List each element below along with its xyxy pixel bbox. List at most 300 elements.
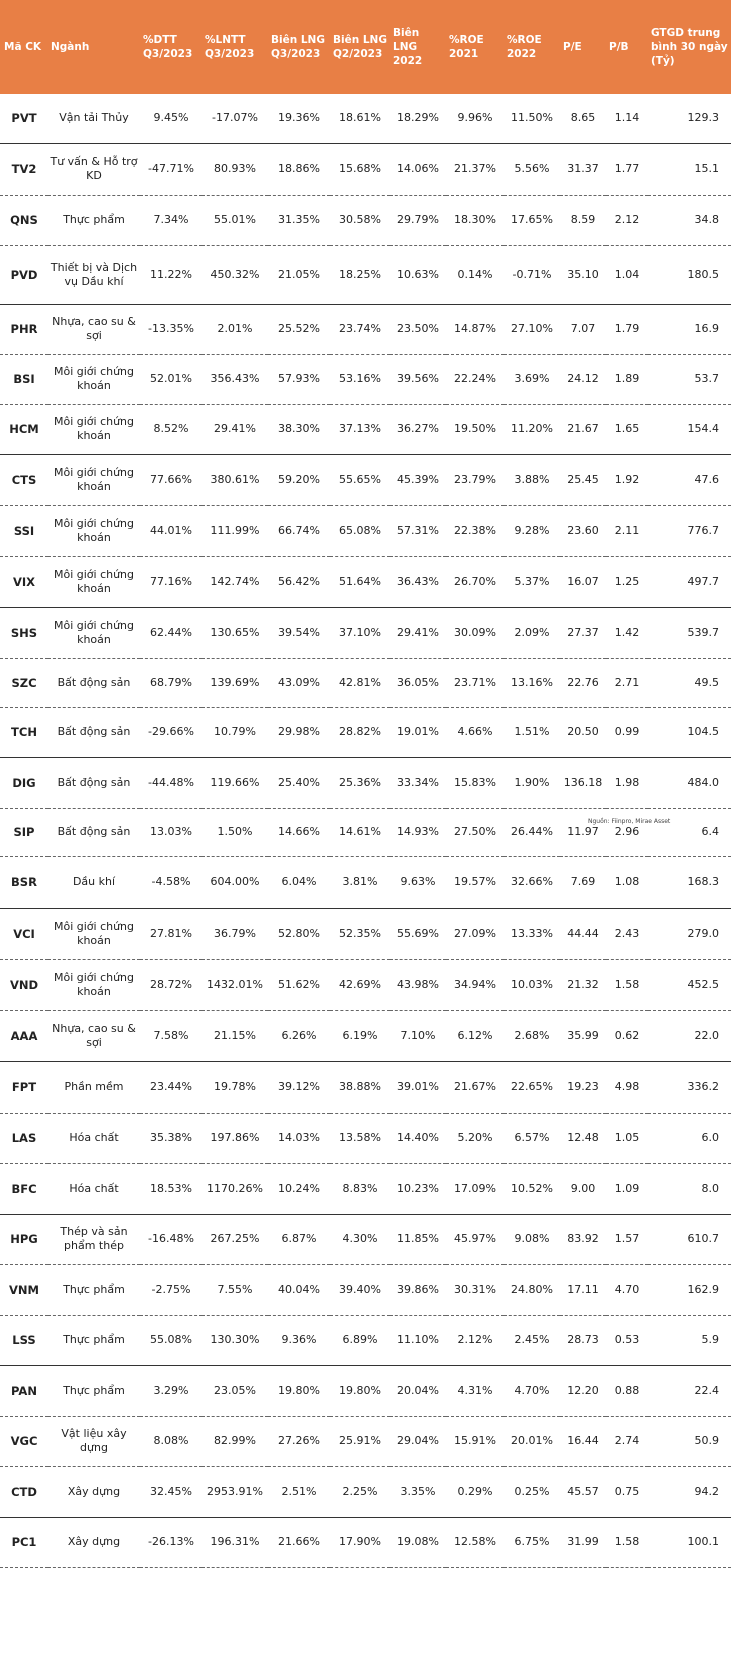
cell-pe: 21.32 (560, 959, 606, 1010)
cell-code: PVD (0, 245, 48, 304)
cell-gtgd: 484.0 (648, 757, 731, 808)
cell-industry: Hóa chất (48, 1113, 140, 1163)
cell-roe-2021: 22.38% (446, 505, 504, 556)
cell-industry: Môi giới chứng khoán (48, 505, 140, 556)
cell-bien-lng-q3: 56.42% (268, 556, 330, 607)
cell-bien-lng-q2: 37.10% (330, 607, 390, 658)
cell-code: SIP (0, 808, 48, 856)
cell-industry: Môi giới chứng khoán (48, 607, 140, 658)
cell-bien-lng-q2: 2.25% (330, 1466, 390, 1517)
cell-lntt-q3: 356.43% (202, 354, 268, 404)
cell-pb: 2.96 (606, 808, 648, 856)
cell-industry: Phần mềm (48, 1061, 140, 1113)
cell-pe: 83.92 (560, 1214, 606, 1264)
cell-bien-lng-q3: 19.80% (268, 1365, 330, 1416)
cell-industry: Thực phẩm (48, 195, 140, 245)
cell-dtt-q3: -29.66% (140, 707, 202, 757)
cell-roe-2021: 30.09% (446, 607, 504, 658)
cell-roe-2022: 3.69% (504, 354, 560, 404)
cell-bien-lng-q3: 66.74% (268, 505, 330, 556)
cell-lntt-q3: 80.93% (202, 143, 268, 195)
cell-lntt-q3: 55.01% (202, 195, 268, 245)
cell-roe-2022: 20.01% (504, 1416, 560, 1466)
cell-code: BFC (0, 1163, 48, 1214)
cell-dtt-q3: 8.52% (140, 404, 202, 454)
cell-gtgd: 53.7 (648, 354, 731, 404)
cell-industry: Môi giới chứng khoán (48, 454, 140, 505)
cell-lntt-q3: 29.41% (202, 404, 268, 454)
cell-roe-2022: 17.65% (504, 195, 560, 245)
cell-dtt-q3: 18.53% (140, 1163, 202, 1214)
table-row (0, 1517, 731, 1567)
cell-pb: 1.98 (606, 757, 648, 808)
cell-lntt-q3: 7.55% (202, 1264, 268, 1315)
cell-lntt-q3: 2.01% (202, 304, 268, 354)
cell-pb: 1.09 (606, 1163, 648, 1214)
cell-dtt-q3: -4.58% (140, 856, 202, 908)
cell-gtgd: 49.5 (648, 658, 731, 707)
cell-dtt-q3: -26.13% (140, 1517, 202, 1567)
cell-dtt-q3: 35.38% (140, 1113, 202, 1163)
cell-bien-lng-q2: 19.80% (330, 1365, 390, 1416)
cell-pe: 17.11 (560, 1264, 606, 1315)
header-pb: P/B (606, 0, 648, 94)
cell-pb: 1.77 (606, 143, 648, 195)
cell-bien-lng-q3: 14.66% (268, 808, 330, 856)
cell-gtgd: 50.9 (648, 1416, 731, 1466)
cell-lntt-q3: 142.74% (202, 556, 268, 607)
table-row (0, 556, 731, 607)
table-row (0, 808, 731, 856)
cell-pe: 7.69 (560, 856, 606, 908)
cell-bien-lng-q2: 52.35% (330, 908, 390, 959)
cell-pe: 31.37 (560, 143, 606, 195)
cell-bien-lng-q3: 25.52% (268, 304, 330, 354)
cell-roe-2021: 4.31% (446, 1365, 504, 1416)
table-row (0, 505, 731, 556)
cell-bien-lng-q3: 39.12% (268, 1061, 330, 1113)
cell-roe-2022: 6.75% (504, 1517, 560, 1567)
cell-gtgd: 336.2 (648, 1061, 731, 1113)
cell-bien-lng-q2: 4.30% (330, 1214, 390, 1264)
cell-dtt-q3: 52.01% (140, 354, 202, 404)
cell-industry: Hóa chất (48, 1163, 140, 1214)
cell-pe: 35.10 (560, 245, 606, 304)
cell-code: AAA (0, 1010, 48, 1061)
cell-pb: 2.43 (606, 908, 648, 959)
cell-dtt-q3: -2.75% (140, 1264, 202, 1315)
cell-code: SHS (0, 607, 48, 658)
cell-bien-lng-q2: 55.65% (330, 454, 390, 505)
cell-roe-2022: 2.68% (504, 1010, 560, 1061)
cell-industry: Xây dựng (48, 1466, 140, 1517)
table-row (0, 1416, 731, 1466)
cell-roe-2022: 10.03% (504, 959, 560, 1010)
cell-bien-lng-2022: 36.05% (390, 658, 446, 707)
cell-bien-lng-2022: 45.39% (390, 454, 446, 505)
cell-code: HCM (0, 404, 48, 454)
cell-pb: 1.05 (606, 1113, 648, 1163)
cell-code: VCI (0, 908, 48, 959)
cell-pb: 2.11 (606, 505, 648, 556)
cell-roe-2022: 6.57% (504, 1113, 560, 1163)
cell-bien-lng-q3: 43.09% (268, 658, 330, 707)
table-row (0, 1466, 731, 1517)
cell-roe-2021: 0.29% (446, 1466, 504, 1517)
cell-bien-lng-2022: 23.50% (390, 304, 446, 354)
cell-roe-2021: 18.30% (446, 195, 504, 245)
cell-industry: Thực phẩm (48, 1264, 140, 1315)
cell-pb: 1.58 (606, 1517, 648, 1567)
cell-roe-2022: 3.88% (504, 454, 560, 505)
cell-dtt-q3: -16.48% (140, 1214, 202, 1264)
header-row (0, 0, 731, 94)
header-nganh: Ngành (48, 0, 140, 94)
cell-industry: Môi giới chứng khoán (48, 404, 140, 454)
cell-code: CTS (0, 454, 48, 505)
table-row (0, 757, 731, 808)
cell-pb: 1.92 (606, 454, 648, 505)
cell-lntt-q3: 130.65% (202, 607, 268, 658)
cell-gtgd: 129.3 (648, 94, 731, 143)
cell-industry: Bất động sản (48, 757, 140, 808)
cell-bien-lng-2022: 39.01% (390, 1061, 446, 1113)
cell-bien-lng-2022: 19.01% (390, 707, 446, 757)
cell-industry: Thiết bị và Dịch vụ Dầu khí (48, 245, 140, 304)
header-bien-lng-q2: Biên LNG Q2/2023 (330, 0, 390, 94)
cell-roe-2021: 2.12% (446, 1315, 504, 1365)
cell-bien-lng-q3: 27.26% (268, 1416, 330, 1466)
cell-code: PAN (0, 1365, 48, 1416)
cell-bien-lng-2022: 29.79% (390, 195, 446, 245)
source-note: Nguồn: Fiinpro, Mirae Asset (588, 818, 671, 825)
cell-industry: Tư vấn & Hỗ trợ KD (48, 143, 140, 195)
cell-bien-lng-q2: 25.91% (330, 1416, 390, 1466)
cell-code: HPG (0, 1214, 48, 1264)
cell-bien-lng-q3: 10.24% (268, 1163, 330, 1214)
table-row (0, 195, 731, 245)
cell-bien-lng-2022: 10.63% (390, 245, 446, 304)
header-roe-2021: %ROE 2021 (446, 0, 504, 94)
cell-roe-2021: 23.79% (446, 454, 504, 505)
cell-code: TV2 (0, 143, 48, 195)
header-bien-lng-q3: Biên LNG Q3/2023 (268, 0, 330, 94)
cell-bien-lng-q3: 9.36% (268, 1315, 330, 1365)
cell-gtgd: 34.8 (648, 195, 731, 245)
cell-bien-lng-2022: 29.41% (390, 607, 446, 658)
table-row (0, 1365, 731, 1416)
cell-lntt-q3: 450.32% (202, 245, 268, 304)
cell-bien-lng-2022: 33.34% (390, 757, 446, 808)
cell-roe-2021: 0.14% (446, 245, 504, 304)
cell-roe-2022: 2.45% (504, 1315, 560, 1365)
cell-lntt-q3: 139.69% (202, 658, 268, 707)
table-row (0, 143, 731, 195)
table-row (0, 856, 731, 908)
cell-pe: 20.50 (560, 707, 606, 757)
cell-bien-lng-q3: 6.04% (268, 856, 330, 908)
cell-pb: 1.65 (606, 404, 648, 454)
cell-pb: 1.42 (606, 607, 648, 658)
cell-bien-lng-q3: 38.30% (268, 404, 330, 454)
cell-gtgd: 180.5 (648, 245, 731, 304)
cell-dtt-q3: 7.58% (140, 1010, 202, 1061)
cell-bien-lng-q3: 18.86% (268, 143, 330, 195)
cell-roe-2021: 6.12% (446, 1010, 504, 1061)
table-body (0, 94, 731, 1567)
cell-bien-lng-q3: 59.20% (268, 454, 330, 505)
cell-code: BSI (0, 354, 48, 404)
cell-bien-lng-q2: 38.88% (330, 1061, 390, 1113)
cell-industry: Bất động sản (48, 707, 140, 757)
cell-lntt-q3: 130.30% (202, 1315, 268, 1365)
cell-roe-2021: 21.67% (446, 1061, 504, 1113)
table-row (0, 1010, 731, 1061)
cell-roe-2021: 5.20% (446, 1113, 504, 1163)
cell-industry: Bất động sản (48, 658, 140, 707)
cell-roe-2022: 5.56% (504, 143, 560, 195)
table-row (0, 658, 731, 707)
cell-code: DIG (0, 757, 48, 808)
cell-dtt-q3: 23.44% (140, 1061, 202, 1113)
table-row (0, 1113, 731, 1163)
cell-roe-2022: 26.44% (504, 808, 560, 856)
cell-pb: 1.08 (606, 856, 648, 908)
cell-roe-2022: 13.33% (504, 908, 560, 959)
cell-bien-lng-q2: 53.16% (330, 354, 390, 404)
cell-bien-lng-2022: 7.10% (390, 1010, 446, 1061)
cell-gtgd: 94.2 (648, 1466, 731, 1517)
cell-bien-lng-q3: 2.51% (268, 1466, 330, 1517)
cell-bien-lng-q2: 42.81% (330, 658, 390, 707)
cell-bien-lng-q2: 51.64% (330, 556, 390, 607)
cell-gtgd: 610.7 (648, 1214, 731, 1264)
cell-lntt-q3: 21.15% (202, 1010, 268, 1061)
cell-bien-lng-q2: 37.13% (330, 404, 390, 454)
cell-bien-lng-2022: 20.04% (390, 1365, 446, 1416)
cell-gtgd: 104.5 (648, 707, 731, 757)
cell-pb: 1.25 (606, 556, 648, 607)
cell-roe-2022: 9.28% (504, 505, 560, 556)
cell-bien-lng-q3: 51.62% (268, 959, 330, 1010)
cell-bien-lng-2022: 19.08% (390, 1517, 446, 1567)
cell-pe: 22.76 (560, 658, 606, 707)
cell-bien-lng-2022: 39.86% (390, 1264, 446, 1315)
cell-bien-lng-q3: 40.04% (268, 1264, 330, 1315)
cell-bien-lng-q2: 42.69% (330, 959, 390, 1010)
cell-roe-2021: 19.57% (446, 856, 504, 908)
cell-bien-lng-q2: 14.61% (330, 808, 390, 856)
cell-roe-2021: 19.50% (446, 404, 504, 454)
header-bien-lng-2022: Biên LNG 2022 (390, 0, 446, 94)
cell-roe-2021: 14.87% (446, 304, 504, 354)
cell-lntt-q3: 1432.01% (202, 959, 268, 1010)
cell-roe-2021: 26.70% (446, 556, 504, 607)
cell-bien-lng-2022: 9.63% (390, 856, 446, 908)
cell-pb: 0.99 (606, 707, 648, 757)
header-ma-ck: Mã CK (0, 0, 48, 94)
cell-roe-2022: 11.50% (504, 94, 560, 143)
cell-bien-lng-2022: 18.29% (390, 94, 446, 143)
cell-dtt-q3: -47.71% (140, 143, 202, 195)
cell-industry: Thực phẩm (48, 1365, 140, 1416)
cell-bien-lng-q3: 39.54% (268, 607, 330, 658)
cell-gtgd: 279.0 (648, 908, 731, 959)
cell-dtt-q3: 8.08% (140, 1416, 202, 1466)
cell-roe-2022: 24.80% (504, 1264, 560, 1315)
cell-lntt-q3: 10.79% (202, 707, 268, 757)
cell-bien-lng-q3: 6.26% (268, 1010, 330, 1061)
cell-dtt-q3: 27.81% (140, 908, 202, 959)
cell-roe-2021: 12.58% (446, 1517, 504, 1567)
cell-dtt-q3: 77.66% (140, 454, 202, 505)
cell-industry: Vật liệu xây dựng (48, 1416, 140, 1466)
cell-bien-lng-q2: 28.82% (330, 707, 390, 757)
cell-roe-2022: 10.52% (504, 1163, 560, 1214)
cell-pe: 28.73 (560, 1315, 606, 1365)
cell-industry: Môi giới chứng khoán (48, 556, 140, 607)
cell-code: QNS (0, 195, 48, 245)
cell-pb: 0.53 (606, 1315, 648, 1365)
table-row (0, 959, 731, 1010)
cell-pb: 1.57 (606, 1214, 648, 1264)
cell-code: SZC (0, 658, 48, 707)
cell-lntt-q3: 2953.91% (202, 1466, 268, 1517)
cell-code: FPT (0, 1061, 48, 1113)
table-row (0, 607, 731, 658)
cell-pe: 21.67 (560, 404, 606, 454)
cell-gtgd: 497.7 (648, 556, 731, 607)
cell-bien-lng-q3: 21.66% (268, 1517, 330, 1567)
cell-pe: 8.65 (560, 94, 606, 143)
cell-lntt-q3: 23.05% (202, 1365, 268, 1416)
cell-industry: Nhựa, cao su & sợi (48, 1010, 140, 1061)
table-row (0, 908, 731, 959)
cell-pb: 2.12 (606, 195, 648, 245)
cell-lntt-q3: -17.07% (202, 94, 268, 143)
cell-roe-2021: 30.31% (446, 1264, 504, 1315)
cell-bien-lng-q3: 57.93% (268, 354, 330, 404)
cell-pe: 9.00 (560, 1163, 606, 1214)
cell-code: SSI (0, 505, 48, 556)
cell-bien-lng-q2: 18.25% (330, 245, 390, 304)
cell-bien-lng-q3: 29.98% (268, 707, 330, 757)
cell-industry: Thực phẩm (48, 1315, 140, 1365)
cell-dtt-q3: 11.22% (140, 245, 202, 304)
cell-roe-2021: 15.83% (446, 757, 504, 808)
cell-dtt-q3: 68.79% (140, 658, 202, 707)
cell-roe-2022: 9.08% (504, 1214, 560, 1264)
cell-bien-lng-q2: 23.74% (330, 304, 390, 354)
cell-pe: 19.23 (560, 1061, 606, 1113)
cell-bien-lng-q2: 65.08% (330, 505, 390, 556)
cell-dtt-q3: 7.34% (140, 195, 202, 245)
cell-dtt-q3: 9.45% (140, 94, 202, 143)
cell-gtgd: 47.6 (648, 454, 731, 505)
cell-bien-lng-q3: 14.03% (268, 1113, 330, 1163)
cell-bien-lng-q2: 25.36% (330, 757, 390, 808)
cell-bien-lng-2022: 43.98% (390, 959, 446, 1010)
cell-roe-2022: 2.09% (504, 607, 560, 658)
cell-pb: 2.74 (606, 1416, 648, 1466)
cell-bien-lng-2022: 11.10% (390, 1315, 446, 1365)
cell-roe-2021: 34.94% (446, 959, 504, 1010)
cell-dtt-q3: -13.35% (140, 304, 202, 354)
cell-lntt-q3: 111.99% (202, 505, 268, 556)
cell-code: PC1 (0, 1517, 48, 1567)
cell-bien-lng-q2: 13.58% (330, 1113, 390, 1163)
cell-pb: 1.14 (606, 94, 648, 143)
cell-gtgd: 6.0 (648, 1113, 731, 1163)
cell-dtt-q3: 55.08% (140, 1315, 202, 1365)
cell-roe-2022: 13.16% (504, 658, 560, 707)
cell-bien-lng-q2: 6.19% (330, 1010, 390, 1061)
cell-bien-lng-2022: 11.85% (390, 1214, 446, 1264)
cell-bien-lng-2022: 14.06% (390, 143, 446, 195)
table-row (0, 245, 731, 304)
cell-gtgd: 100.1 (648, 1517, 731, 1567)
cell-lntt-q3: 119.66% (202, 757, 268, 808)
cell-gtgd: 6.4 (648, 808, 731, 856)
cell-pe: 7.07 (560, 304, 606, 354)
cell-bien-lng-2022: 3.35% (390, 1466, 446, 1517)
cell-roe-2022: -0.71% (504, 245, 560, 304)
cell-bien-lng-2022: 57.31% (390, 505, 446, 556)
cell-roe-2022: 1.51% (504, 707, 560, 757)
cell-code: VND (0, 959, 48, 1010)
table-row (0, 1163, 731, 1214)
cell-bien-lng-2022: 55.69% (390, 908, 446, 959)
cell-industry: Dầu khí (48, 856, 140, 908)
table-row (0, 1315, 731, 1365)
header-lntt-q3: %LNTT Q3/2023 (202, 0, 268, 94)
cell-bien-lng-q3: 21.05% (268, 245, 330, 304)
cell-roe-2021: 27.50% (446, 808, 504, 856)
cell-pe: 45.57 (560, 1466, 606, 1517)
cell-bien-lng-q2: 15.68% (330, 143, 390, 195)
cell-gtgd: 5.9 (648, 1315, 731, 1365)
cell-lntt-q3: 82.99% (202, 1416, 268, 1466)
cell-industry: Môi giới chứng khoán (48, 959, 140, 1010)
cell-gtgd: 22.0 (648, 1010, 731, 1061)
cell-dtt-q3: 32.45% (140, 1466, 202, 1517)
cell-pe: 136.18 (560, 757, 606, 808)
cell-pe: 12.48 (560, 1113, 606, 1163)
cell-gtgd: 15.1 (648, 143, 731, 195)
cell-lntt-q3: 604.00% (202, 856, 268, 908)
cell-dtt-q3: 62.44% (140, 607, 202, 658)
cell-lntt-q3: 1.50% (202, 808, 268, 856)
table-row (0, 1214, 731, 1264)
cell-bien-lng-2022: 10.23% (390, 1163, 446, 1214)
cell-gtgd: 8.0 (648, 1163, 731, 1214)
cell-bien-lng-2022: 14.93% (390, 808, 446, 856)
cell-pe: 25.45 (560, 454, 606, 505)
cell-code: PVT (0, 94, 48, 143)
cell-code: PHR (0, 304, 48, 354)
cell-gtgd: 168.3 (648, 856, 731, 908)
cell-roe-2021: 4.66% (446, 707, 504, 757)
cell-roe-2021: 27.09% (446, 908, 504, 959)
cell-bien-lng-q3: 19.36% (268, 94, 330, 143)
cell-roe-2021: 22.24% (446, 354, 504, 404)
cell-roe-2022: 27.10% (504, 304, 560, 354)
cell-industry: Xây dựng (48, 1517, 140, 1567)
cell-lntt-q3: 267.25% (202, 1214, 268, 1264)
cell-roe-2022: 5.37% (504, 556, 560, 607)
cell-pb: 0.62 (606, 1010, 648, 1061)
cell-pe: 16.44 (560, 1416, 606, 1466)
